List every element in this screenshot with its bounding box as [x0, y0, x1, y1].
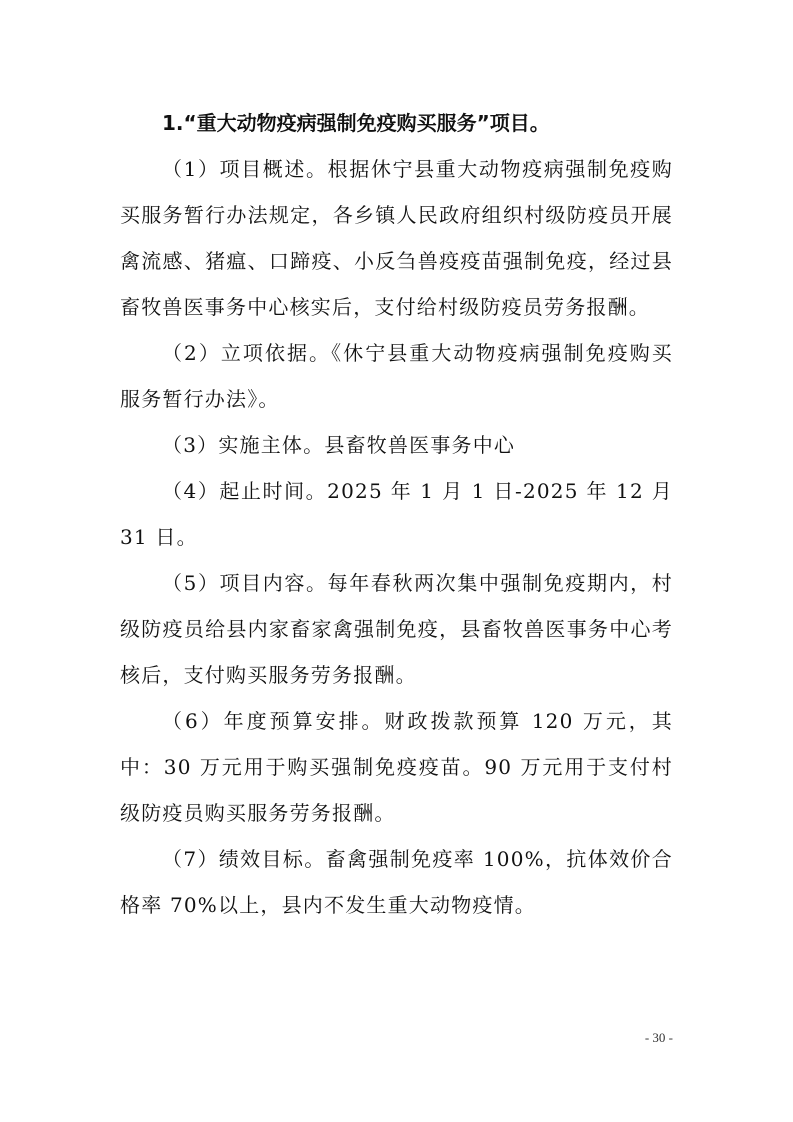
paragraph-project-basis: （2）立项依据。《休宁县重大动物疫病强制免疫购买服务暂行办法》。	[120, 341, 673, 411]
paragraph-performance-goals: （7）绩效目标。畜禽强制免疫率 100%，抗体效价合格率 70%以上，县内不发生重大动物疫情。	[120, 847, 673, 917]
document-body	[120, 100, 673, 928]
paragraph-implementing-body: （3）实施主体。县畜牧兽医事务中心	[162, 433, 516, 457]
paragraph-project-overview: （1）项目概述。根据休宁县重大动物疫病强制免疫购买服务暂行办法规定，各乡镇人民政府组织村级防疫员开展禽流感、猪瘟、口蹄疫、小反刍兽疫疫苗强制免疫，经过县畜牧兽医事务中心核实后，支付给村级防疫员劳务报酬。	[120, 157, 673, 319]
page-number: - 30 -	[644, 1030, 673, 1045]
section-heading: 1.“重大动物疫病强制免疫购买服务”项目。	[162, 111, 550, 135]
paragraph-project-content: （5）项目内容。每年春秋两次集中强制免疫期内，村级防疫员给县内家畜家禽强制免疫，县畜牧兽医事务中心考核后，支付购买服务劳务报酬。	[120, 571, 673, 687]
paragraph-annual-budget: （6）年度预算安排。财政拨款预算 120 万元，其中：30 万元用于购买强制免疫疫苗。90 万元用于支付村级防疫员购买服务劳务报酬。	[120, 709, 673, 825]
paragraph-time-period: （4）起止时间。2025 年 1 月 1 日-2025 年 12 月 31 日。	[120, 479, 673, 549]
